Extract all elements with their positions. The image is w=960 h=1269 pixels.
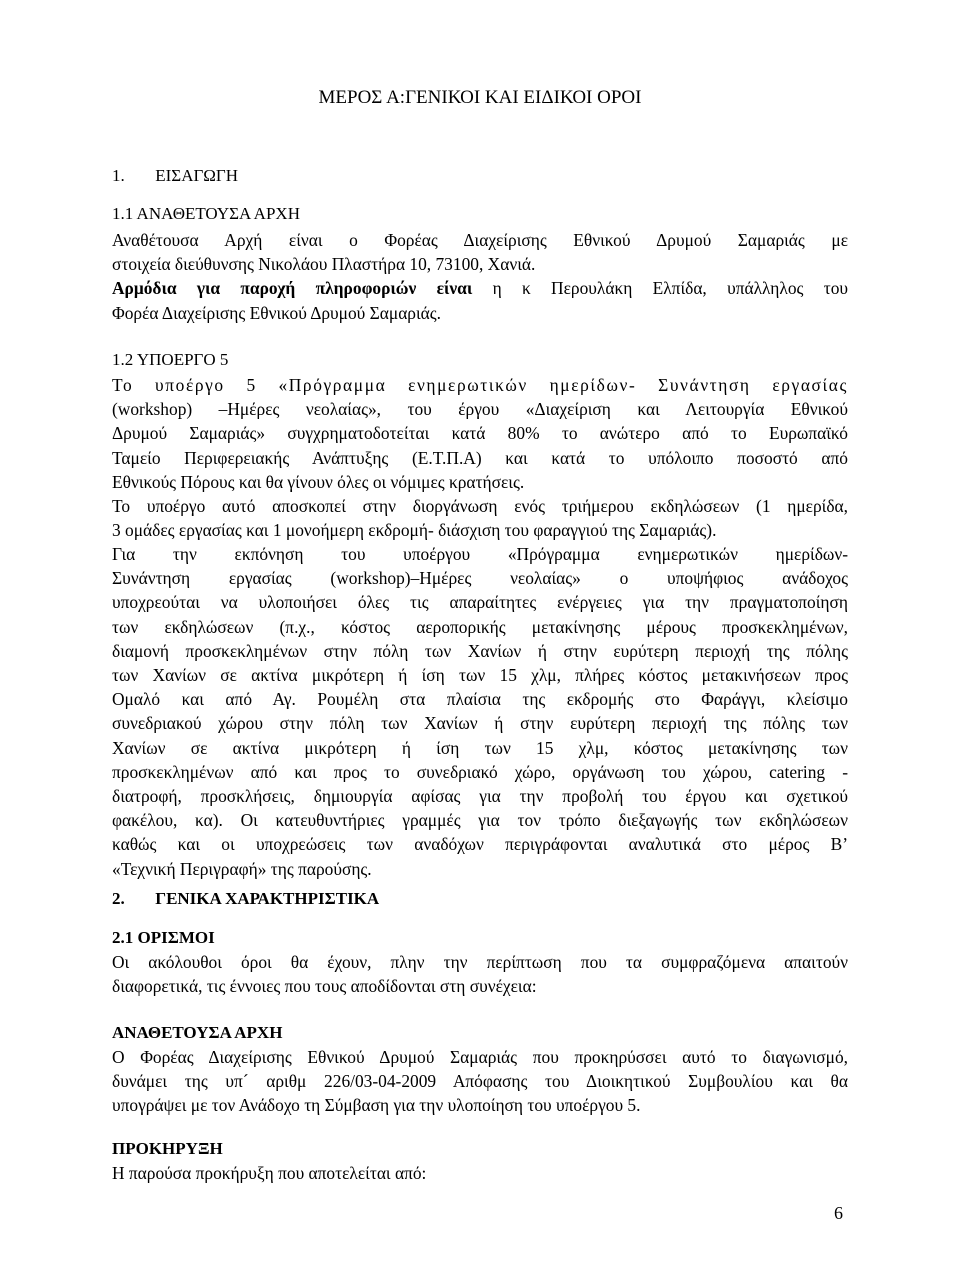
text-line: Συνάντηση εργασίας (workshop)–Ημέρες νεολαίας» ο υποψήφιος ανάδοχος xyxy=(112,568,848,589)
section-number: 1. xyxy=(112,166,125,185)
section-1-heading xyxy=(112,164,238,188)
text-line: Αναθέτουσα Αρχή είναι ο Φορέας Διαχείρισης Εθνικού Δρυμού Σαμαριάς με xyxy=(112,230,848,250)
text-line: των εκδηλώσεων (π.χ., κόστος αεροπορικής μετακίνησης μέρους προσκεκλημένων, xyxy=(112,616,848,637)
text-line: «Τεχνική Περιγραφή» της παρούσης. xyxy=(112,858,372,879)
section-label: ΓΕΝΙΚΑ ΧΑΡΑΚΤΗΡΙΣΤΙΚΑ xyxy=(155,889,380,908)
authority-heading: ΑΝΑΘΕΤΟΥΣΑ ΑΡΧΗ xyxy=(112,1023,283,1042)
text-line: 3 ομάδες εργασίας και 1 μονοήμερη εκδρομή- διάσχιση του φαραγγιού της Σαμαριάς). xyxy=(112,520,717,541)
info-contact-bold: Αρμόδια για παροχή πληροφοριών είναι xyxy=(112,278,473,299)
text-line: δυνάμει της υπ´ αριθμ 226/03-04-2009 Απόφασης του Διοικητικού Συμβουλίου και θα xyxy=(112,1071,848,1092)
text-line: Ταμείο Περιφερειακής Ανάπτυξης (Ε.Τ.Π.Α) και κατά το υπόλοιπο ποσοστό από xyxy=(112,447,848,468)
text-line: Χανίων σε ακτίνα μικρότερη ή ίση των 15 χλμ, κόστος μετακίνησης των xyxy=(112,737,848,758)
subsection-1-1-heading: 1.1 ΑΝΑΘΕΤΟΥΣΑ ΑΡΧΗ xyxy=(112,204,300,223)
proclamation-heading: ΠΡΟΚΗΡΥΞΗ xyxy=(112,1139,223,1158)
subsection-1-2-heading: 1.2 ΥΠΟΕΡΓΟ 5 xyxy=(112,350,229,369)
definitions-paragraph xyxy=(112,950,848,998)
text-line: διατροφή, προσκλήσεις, δημιουργία αφίσας για την προβολή του έργου και σχετικού xyxy=(112,786,848,807)
text-line: Ο Φορέας Διαχείρισης Εθνικού Δρυμού Σαμαριάς που προκηρύσσει αυτό το διαγωνισμό, xyxy=(112,1047,848,1067)
section-number: 2. xyxy=(112,889,125,908)
page-title: ΜΕΡΟΣ Α:ΓΕΝΙΚΟΙ ΚΑΙ ΕΙΔΙΚΟΙ ΟΡΟΙ xyxy=(318,87,642,108)
text-line: Φορέα Διαχείρισης Εθνικού Δρυμού Σαμαριάς. xyxy=(112,302,442,323)
section-2-heading xyxy=(112,887,379,911)
section-label: ΕΙΣΑΓΩΓΗ xyxy=(155,166,239,185)
text-line: συνεδριακού χώρου στην πόλη των Χανίων ή στην ευρύτερη περιοχή της πόλης των xyxy=(112,713,848,734)
page-number: 6 xyxy=(834,1203,843,1223)
authority-paragraph xyxy=(112,1045,848,1118)
text-line: διαφορετικά, τις έννοιες που τους αποδίδονται στη συνέχεια: xyxy=(112,976,537,997)
text-line: υπογράψει με τον Ανάδοχο τη Σύμβαση για την υλοποίηση του υποέργου 5. xyxy=(112,1095,641,1116)
text-line: υποχρεούται να υλοποιήσει όλες τις απαραίτητες ενέργειες για την πραγματοποίηση xyxy=(112,592,848,613)
text-line: διαμονή προσκεκλημένων στην πόλη των Χανίων ή στην ευρύτερη περιοχή της πόλης xyxy=(112,640,848,661)
text-line: Για την εκπόνηση του υποέργου «Πρόγραμμα ενημερωτικών ημερίδων- xyxy=(112,544,848,564)
proclamation-paragraph xyxy=(112,1161,848,1185)
text-line: καθώς και οι υποχρεώσεις των αναδόχων περιγράφονται αναλυτικά στο μέρος Β’ xyxy=(112,834,848,855)
text-line: των Χανίων σε ακτίνα μικρότερη ή ίση των 15 χλμ, πλήρες κόστος μετακινήσεων προς xyxy=(112,665,848,686)
text-line: στοιχεία διεύθυνσης Νικολάου Πλαστήρα 10, 73100, Χανιά. xyxy=(112,254,536,275)
info-contact-rest: η κ Περουλάκη Ελπίδα, υπάλληλος του xyxy=(472,278,848,299)
contracting-authority-paragraph xyxy=(112,228,848,325)
text-line: Δρυμού Σαμαριάς» συγχρηματοδοτείται κατά 80% το ανώτερο από το Ευρωπαϊκό xyxy=(112,423,848,444)
subproject-paragraph-1 xyxy=(112,373,848,494)
text-line: Ομαλό και από Αγ. Ρουμέλη στα πλαίσια της εκδρομής στο Φαράγγι, κλείσιμο xyxy=(112,689,848,710)
subsection-2-1-heading: 2.1 ΟΡΙΣΜΟΙ xyxy=(112,928,215,947)
text-line: προσκεκλημένων από και προς το συνεδριακό χώρο, οργάνωση του χώρου, catering - xyxy=(112,761,848,782)
subproject-paragraph-3 xyxy=(112,542,848,881)
text-line: Το υποέργο αυτό αποσκοπεί στην διοργάνωση ενός τριήμερου εκδηλώσεων (1 ημερίδα, xyxy=(112,496,848,516)
text-line: Το υποέργο 5 «Πρόγραμμα ενημερωτικών ημερίδων- Συνάντηση εργασίας xyxy=(112,375,848,395)
text-line: φακέλου, κα). Οι κατευθυντήριες γραμμές για τον τρόπο διεξαγωγής των εκδηλώσεων xyxy=(112,810,848,831)
text-line: (workshop) –Ημέρες νεολαίας», του έργου «Διαχείριση και Λειτουργία Εθνικού xyxy=(112,399,848,420)
text-line xyxy=(112,276,848,300)
subproject-paragraph-2 xyxy=(112,494,848,542)
text-line: Η παρούσα προκήρυξη που αποτελείται από: xyxy=(112,1163,427,1183)
text-line: Εθνικούς Πόρους και θα γίνουν όλες οι νόμιμες κρατήσεις. xyxy=(112,471,525,492)
text-line: Οι ακόλουθοι όροι θα έχουν, πλην την περίπτωση που τα συμφραζόμενα απαιτούν xyxy=(112,952,848,972)
